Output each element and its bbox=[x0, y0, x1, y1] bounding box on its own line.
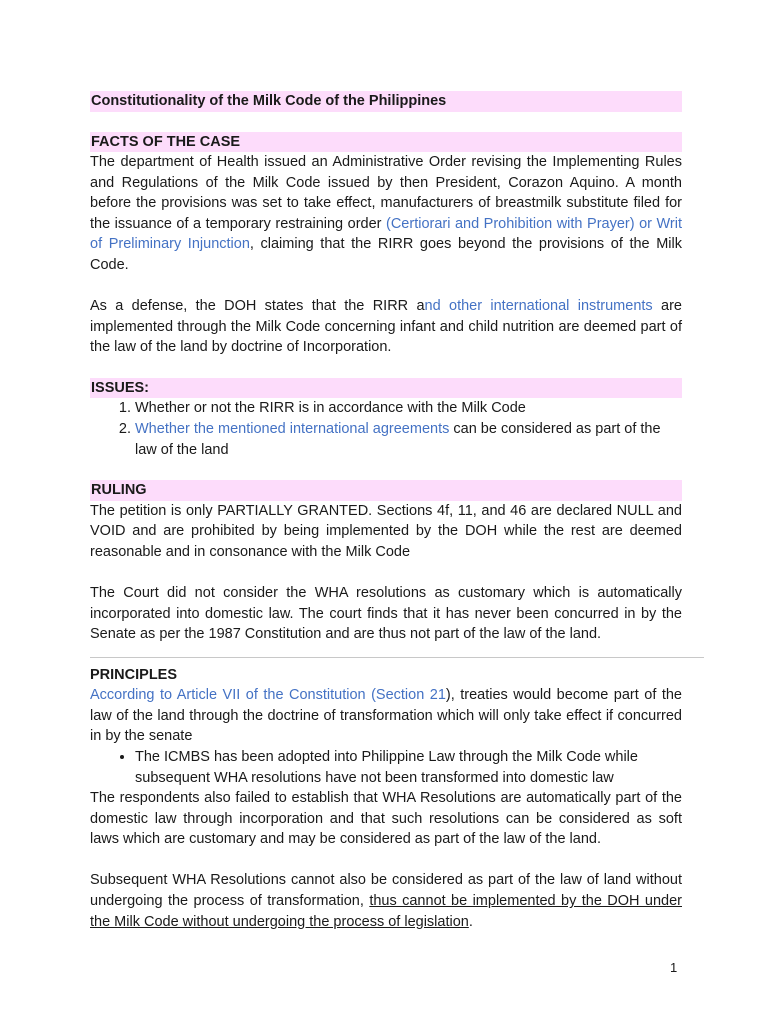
ruling-paragraph-1: The petition is only PARTIALLY GRANTED. Sections 4f, 11, and 46 are declared NULL and VOID and are prohibited by being implemented by the DOH while the rest are deemed reasonable and in consonance with the Milk Code bbox=[90, 502, 682, 560]
principles-heading: PRINCIPLES bbox=[90, 666, 178, 683]
principles-paragraph-2: The respondents also failed to establish that WHA Resolutions are automatically part of the domestic law through incorporation and that such resolutions can be considered as soft laws which are customary and may be considered as part of the law of the land. bbox=[90, 790, 682, 848]
issue-item-1: 1. Whether or not the RIRR is in accordance with the Milk Code bbox=[135, 398, 682, 419]
principles-bullet-1: • The ICMBS has been adopted into Philippine Law through the Milk Code while subsequent WHA resolutions have not been transformed into domestic law bbox=[135, 747, 682, 788]
facts-p2-text-b: are implemented through the Milk Code concerning infant and child nutrition are deemed part of the law of the land by doctrine of Incorporation. bbox=[90, 298, 682, 356]
facts-paragraph-2 bbox=[90, 296, 682, 358]
facts-p1-text-b: , claiming that the RIRR goes beyond the provisions of the Milk Code. bbox=[90, 236, 682, 273]
principles-paragraph-3 bbox=[90, 870, 682, 932]
ruling-heading: RULING bbox=[90, 480, 682, 501]
principles-p1-link: According to Article VII of the Constitution (Section 21 bbox=[90, 687, 446, 704]
issue-2-link: Whether the mentioned international agreements bbox=[135, 420, 450, 437]
section-divider bbox=[90, 657, 704, 658]
principles-p3-text-a: Subsequent WHA Resolutions cannot also be considered as part of the law of land without undergoing the process of transformation, bbox=[90, 872, 682, 910]
facts-p1-link: (Certiorari and Prohibition with Prayer) or Writ of Preliminary Injunction bbox=[90, 215, 682, 253]
facts-p2-link: nd other international instruments bbox=[424, 298, 653, 315]
facts-heading: FACTS OF THE CASE bbox=[90, 132, 682, 153]
document-page bbox=[90, 91, 682, 932]
page-number: 1 bbox=[670, 960, 678, 975]
principles-p3-text-b: . bbox=[468, 913, 473, 930]
issue-item-2 bbox=[135, 419, 682, 460]
principles-paragraph-1 bbox=[90, 685, 682, 747]
facts-p1-text-a: The department of Health issued an Administrative Order revising the Implementing Rules and Regulations of the Milk Code issued by then President, Corazon Aquino. A month before the provisions was set to take effect, manufacturers of breastmilk substitute filed for the issuance of a temporary restraining order bbox=[90, 154, 682, 232]
principles-p1-text: ), treaties would become part of the law of the land through the doctrine of transformation which will only take effect if concurred in by the senate bbox=[90, 687, 682, 745]
issues-list bbox=[90, 398, 682, 460]
ruling-paragraph-2: The Court did not consider the WHA resolutions as customary which is automatically incorporated into domestic law. The court finds that it has never been concurred in by the Senate as per the 1987 Constitution and are thus not part of the law of the land. bbox=[90, 584, 682, 643]
issues-heading: ISSUES: bbox=[90, 378, 682, 399]
issue-2-text: can be considered as part of the law of the land bbox=[135, 420, 661, 458]
facts-paragraph-1 bbox=[90, 152, 682, 276]
principles-p3-underlined: thus cannot be implemented by the DOH under the Milk Code without undergoing the process of legislation bbox=[90, 893, 682, 930]
principles-bullet-list bbox=[90, 747, 682, 788]
facts-p2-text-a: As a defense, the DOH states that the RIRR a bbox=[90, 298, 425, 315]
document-title: Constitutionality of the Milk Code of the Philippines bbox=[90, 91, 682, 112]
